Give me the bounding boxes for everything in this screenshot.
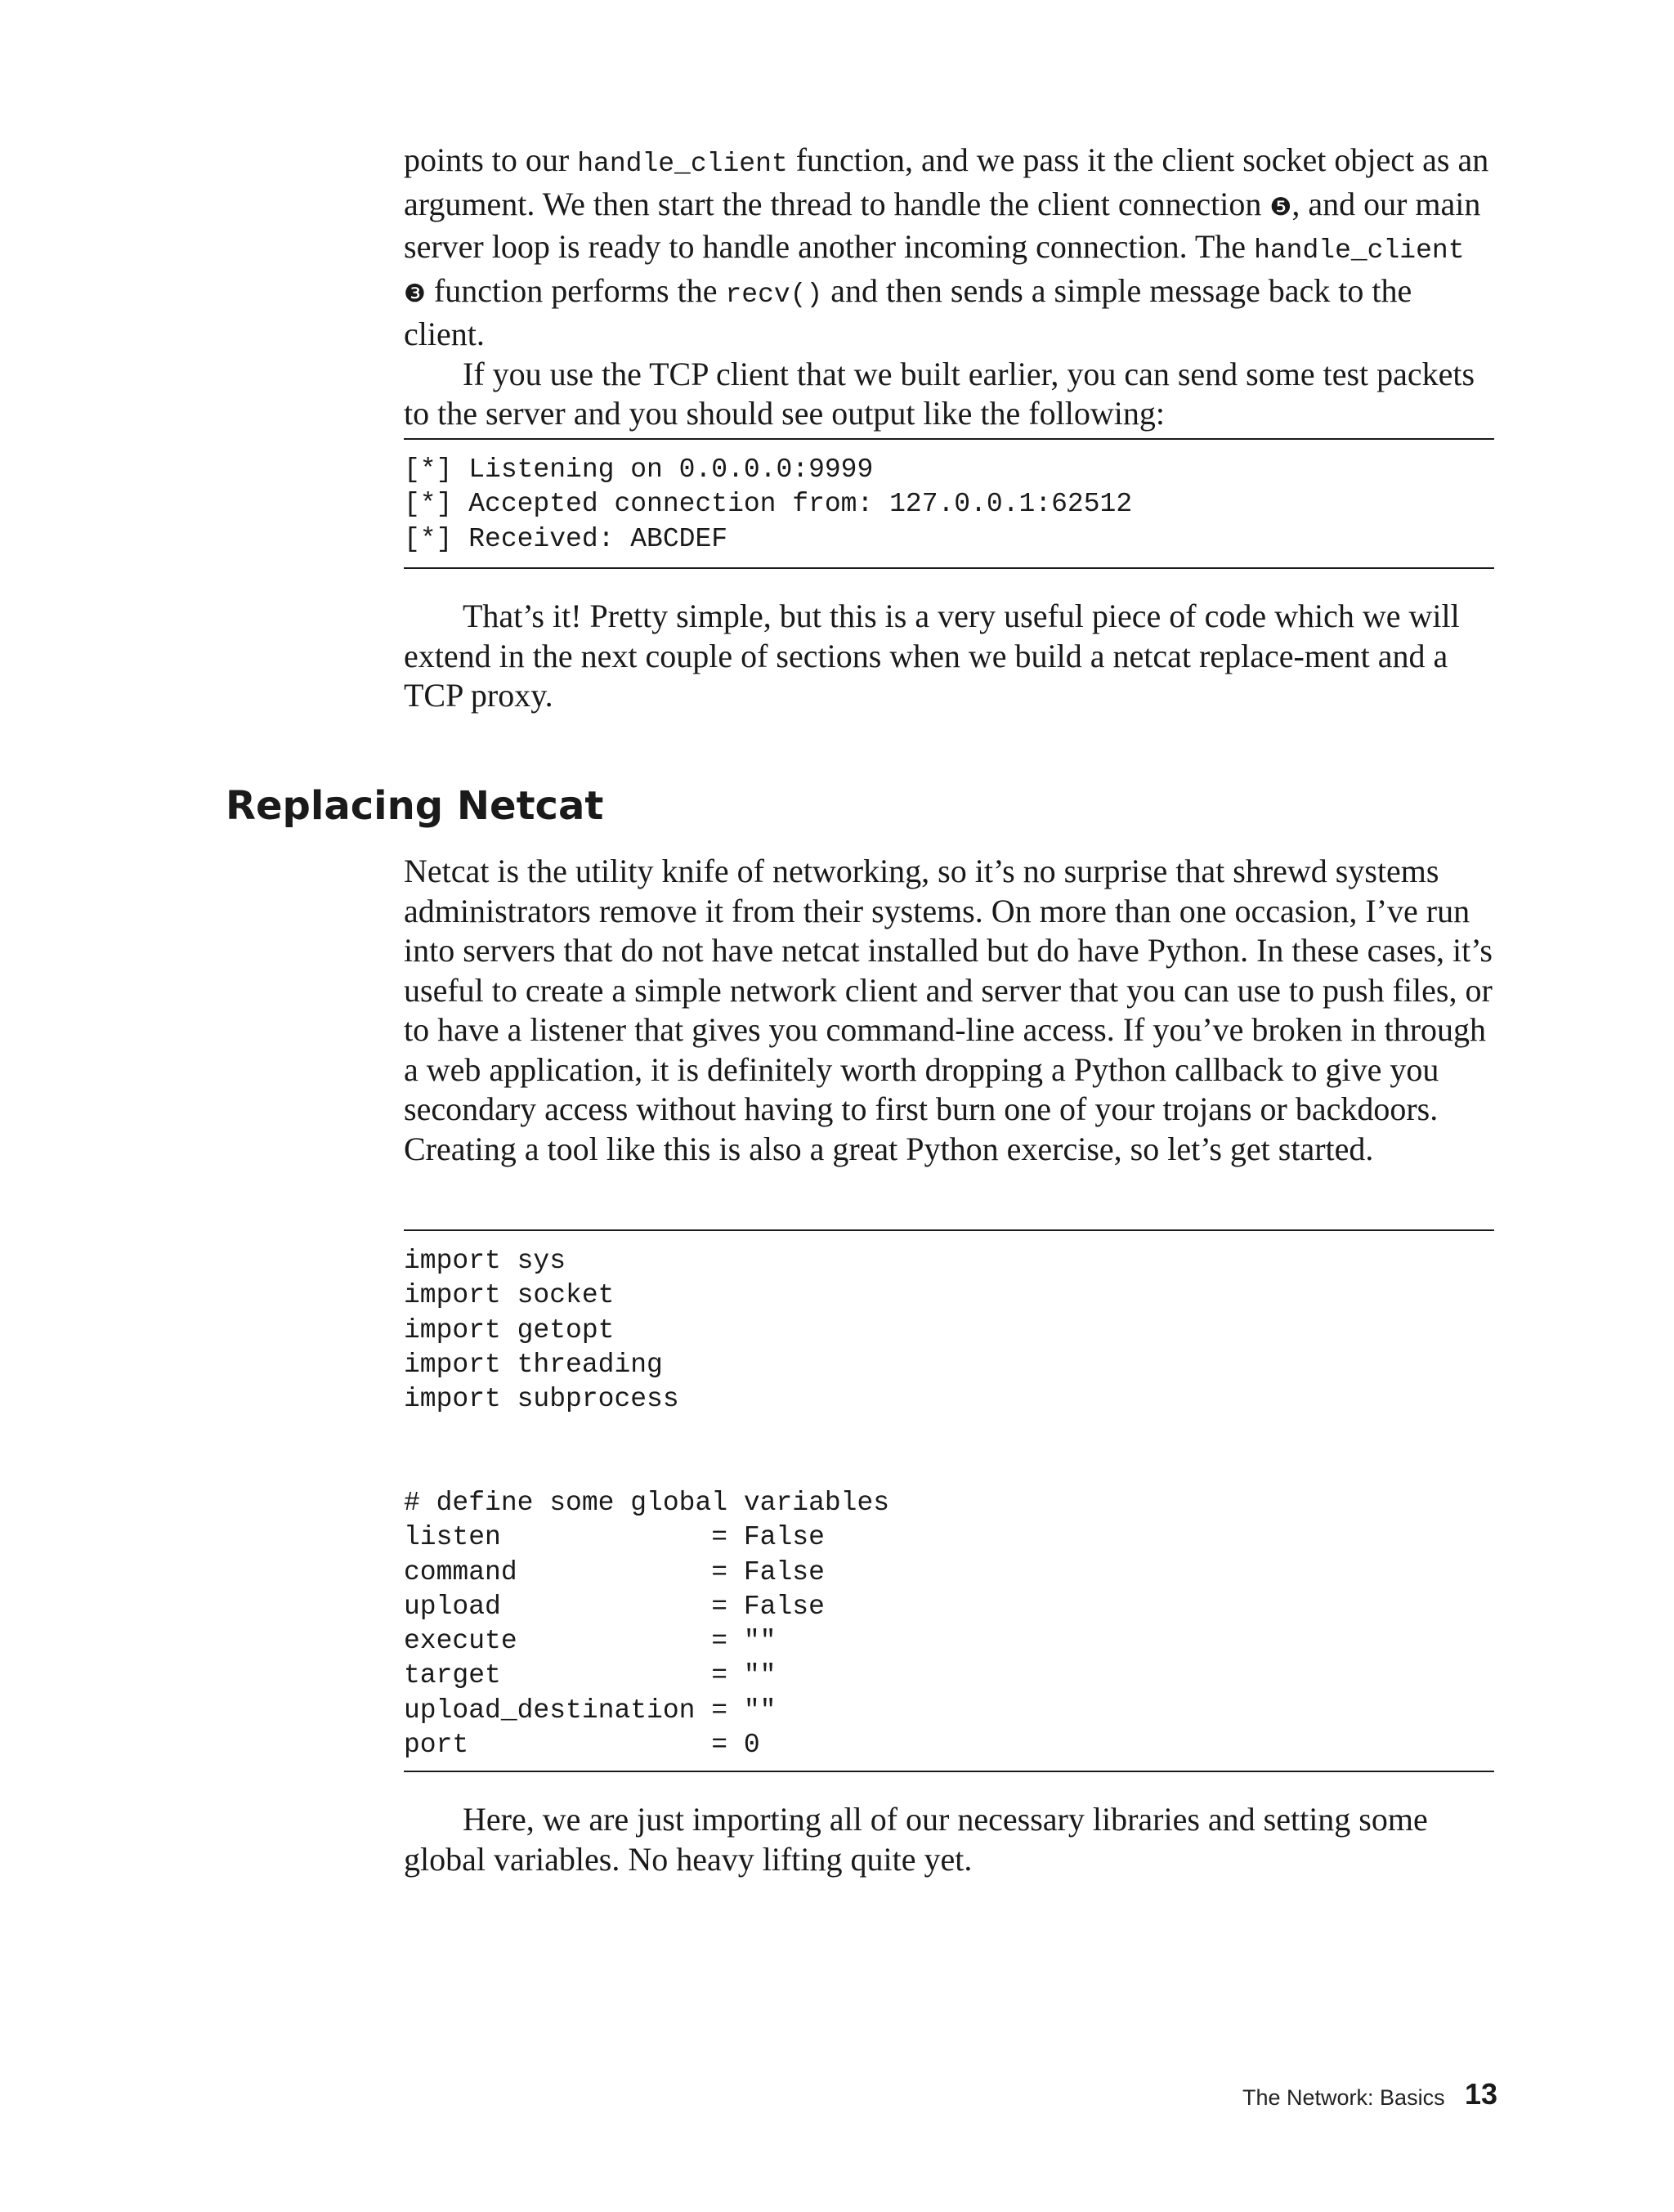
code-rule-bottom-2 — [404, 1771, 1494, 1772]
netcat-paragraph: Netcat is the utility knife of networking, so it’s no surprise that shrewd systems administrators remove it from their systems. On more than one occasion, I’ve run into servers that do not have netcat installed but do have Python. In these cases, it’s useful to create a simple network client and server that you can use to push files, or to have a listener that gives you command-line access. If you’ve broken in through a web application, it is definitely worth dropping a Python callback to give you secondary access without having to first burn one of your trojans or backdoors. Creating a tool like this is also a great Python exercise, so let’s get started. — [404, 853, 1493, 1167]
code-line: command = False — [404, 1556, 825, 1587]
code-line: [*] Received: ABCDEF — [404, 523, 728, 554]
here-paragraph: Here, we are just importing all of our necessary libraries and setting some global variables. No heavy lifting quite yet. — [404, 1801, 1428, 1878]
intro-text-8: and then sends a simple — [822, 271, 1142, 309]
code-line: listen = False — [404, 1522, 825, 1553]
code-line: [*] Accepted connection from: 127.0.0.1:62512 — [404, 489, 1133, 520]
code-line: upload = False — [404, 1591, 825, 1622]
inline-code-recv: recv() — [725, 279, 823, 310]
intro-text-6: The — [1194, 228, 1255, 265]
code-line: import subprocess — [404, 1384, 679, 1415]
code-rule-top — [404, 438, 1494, 440]
intro-text-3: as an argument. We then start the thread to handle the client connection — [404, 141, 1489, 222]
code-line: # define some global variables — [404, 1488, 890, 1518]
intro-text-4: , — [1291, 185, 1300, 222]
code-rule-top-2 — [404, 1229, 1494, 1231]
code-line: target = "" — [404, 1660, 777, 1691]
intro-text-1: points to our — [404, 141, 578, 178]
code-line: [*] Listening on 0.0.0.0:9999 — [404, 454, 874, 485]
code-line: port = 0 — [404, 1730, 760, 1761]
code-line: import getopt — [404, 1314, 615, 1346]
inline-code-handle-client-2: handle_client — [1254, 235, 1465, 266]
tcp-client-paragraph: If you use the TCP client that we built earlier, you can send some test packets to the server and you should see output like the following: — [404, 355, 1475, 432]
code-line: execute = "" — [404, 1626, 777, 1657]
code-line: import sys — [404, 1246, 566, 1276]
globals-code-block — [404, 1486, 889, 1762]
output-code-block — [404, 453, 1132, 557]
thats-it-paragraph: That’s it! Pretty simple, but this is a very useful piece of code which we will extend in the next couple of sections when we build a netcat replace-ment and a TCP proxy. — [404, 598, 1460, 714]
callout-3-icon: ❸ — [404, 279, 426, 308]
section-heading: Replacing Netcat — [226, 783, 604, 829]
intro-text-7: function performs the — [425, 271, 726, 309]
code-line: upload_destination = "" — [404, 1695, 777, 1726]
intro-text-2: function, and we pass it the client socket object — [787, 141, 1415, 178]
code-rule-bottom — [404, 567, 1494, 569]
code-line: import threading — [404, 1349, 663, 1380]
intro-text-9: message back to the client. — [404, 271, 1412, 352]
code-line: import socket — [404, 1280, 615, 1311]
intro-paragraph — [404, 141, 1494, 434]
here-section — [404, 1800, 1494, 1879]
callout-5-icon: ❺ — [1269, 192, 1292, 222]
netcat-section — [404, 852, 1494, 1169]
inline-code-handle-client: handle_client — [577, 149, 788, 179]
intro-text-5: and our main server loop is ready to handle another incoming connection. — [404, 185, 1481, 265]
imports-code-block — [404, 1244, 679, 1417]
running-footer-title: The Network: Basics — [1242, 2085, 1445, 2110]
intro-text — [404, 141, 1494, 355]
page-number: 13 — [1465, 2077, 1498, 2111]
thats-it-section — [404, 597, 1494, 716]
